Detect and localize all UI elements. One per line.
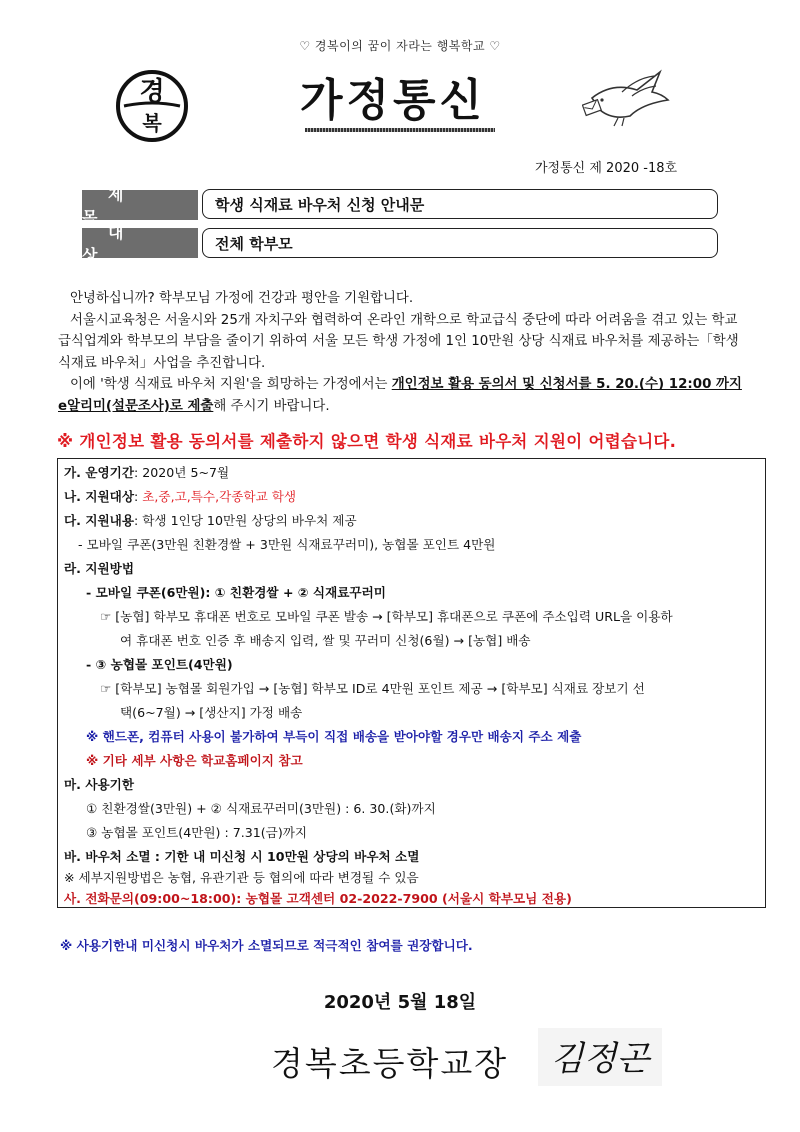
target-label: 대 상 [82,228,198,258]
principal-signature [538,1028,662,1086]
target-value: 전체 학부모 [202,228,718,258]
homepage-note: ※ 기타 세부 사항은 학교홈페이지 참고 [86,753,303,768]
period-row: 가. 운영기간: 2020년 5~7월 [64,465,230,480]
intro-text [58,288,748,418]
page-title: 가정통신 [300,75,487,126]
consent-warning: ※ 개인정보 활용 동의서를 제출하지 않으면 학생 식재료 바우처 지원이 어렵습니다. [57,432,677,451]
issue-date: 2020년 5월 18일 [323,992,477,1013]
voucher-expire: 바. 바우처 소멸 : 기한 내 미신청 시 10만원 상당의 바우처 소멸 [64,849,420,864]
logo-text-top: 경 [139,77,165,107]
deadline-item-2: ③ 농협몰 포인트(4만원) : 7.31(금)까지 [86,825,308,840]
subject-value: 학생 식재료 바우처 신청 안내문 [202,189,718,219]
title-underline [305,128,495,132]
deadline-item-1: ① 친환경쌀(3만원) + ② 식재료꾸러미(3만원) : 6. 30.(화)까지 [86,801,436,816]
contact-info: 사. 전화문의(09:00~18:00): 농협몰 고객센터 02-2022-7900 (서울시 학부모님 전용) [64,891,572,906]
details-box [57,458,766,908]
mobile-coupon-title: - 모바일 쿠폰(6만원): ① 친환경쌀 + ② 식재료꾸러미 [86,585,386,600]
deadline-label: 마. 사용기한 [64,777,134,792]
logo-text-bottom: 복 [142,111,162,135]
school-slogan: ♡ 경복이의 꿈이 자라는 행복학교 ♡ [299,39,501,53]
content-sub: - 모바일 쿠폰(3만원 친환경쌀 + 3만원 식재료꾸러미), 농협몰 포인트 4만원 [78,537,496,552]
bird-with-letter-icon [582,64,672,128]
signature-text: 김정곤 [550,1039,650,1079]
intro-program: 서울시교육청은 서울시와 25개 자치구와 협력하여 온라인 개학으로 학교급식 중단에 따라 어려움을 겪고 있는 학교급식업계와 학부모의 부담을 줄이기 위하여 서울 모든 학생 가정에 1인 10만원 상당 식재료 바우처를 제공하는「학생 식재료 바우처」사업을 추진합니다. [58,312,739,371]
nh-point-desc-2: 택(6~7월) → [생산지] 가정 배송 [120,705,303,720]
issue-number: 가정통신 제 2020 -18호 [535,161,678,176]
method-change-note: ※ 세부지원방법은 농협, 유관기관 등 협의에 따라 변경될 수 있음 [64,870,419,885]
method-label: 라. 지원방법 [64,561,134,576]
phone-note: ※ 핸드폰, 컴퓨터 사용이 불가하여 부득이 직접 배송을 받아야할 경우만 배송지 주소 제출 [86,729,582,744]
content-row: 다. 지원내용: 학생 1인당 10만원 상당의 바우처 제공 [64,513,357,528]
school-logo [115,60,189,152]
participation-note: ※ 사용기한내 미신청시 바우처가 소멸되므로 적극적인 참여를 권장합니다. [60,938,473,953]
eligibility-row: 나. 지원대상: 초,중,고,특수,각종학교 학생 [64,489,297,504]
mobile-coupon-desc-2: 여 휴대폰 번호 인증 후 배송지 입력, 쌀 및 꾸러미 신청(6월) → [농협] 배송 [120,633,531,648]
nh-point-title: - ③ 농협몰 포인트(4만원) [86,657,233,672]
mobile-coupon-desc-1: ☞ [농협] 학부모 휴대폰 번호로 모바일 쿠폰 발송 → [학부모] 휴대폰으로 쿠폰에 주소입력 URL을 이용하 [100,609,673,624]
nh-point-desc-1: ☞ [학부모] 농협몰 회원가입 → [농협] 학부모 ID로 4만원 포인트 제공 → [학부모] 식재료 장보기 선 [100,681,645,696]
intro-greeting: 안녕하십니까? 학부모님 가정에 건강과 평안을 기원합니다. [70,291,414,306]
subject-label: 제 목 [82,190,198,220]
intro-request: 이에 '학생 식재료 바우처 지원'을 희망하는 가정에서는 개인정보 활용 동의서 및 신청서를 5. 20.(수) 12:00 까지 e알리미(설문조사)로 제출해 주시기 바랍니다. [58,377,742,414]
principal-title: 경복초등학교장 [271,1044,509,1083]
deadline-emphasis: 개인정보 활용 동의서 및 신청서를 5. 20.(수) 12:00 까지 e알리미(설문조사)로 제출 [58,377,742,414]
